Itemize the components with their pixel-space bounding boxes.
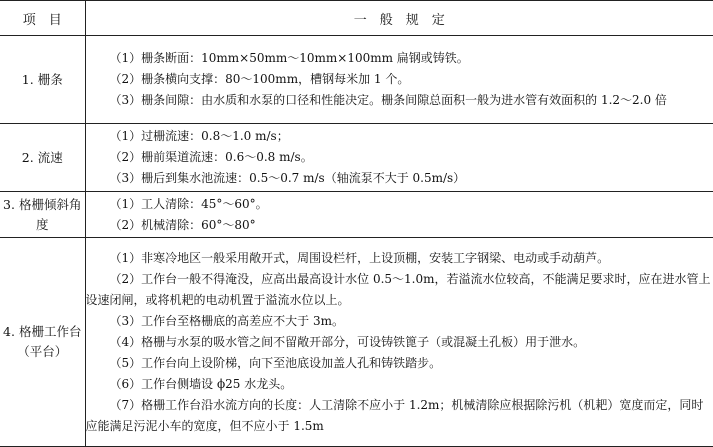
rule-line: （5）工作台向上设阶梯，向下至池底设加盖人孔和铸铁踏步。 <box>109 355 442 370</box>
row-item: 4. 格栅工作台（平台） <box>0 238 85 447</box>
table-header-row <box>0 1 713 36</box>
table-row <box>0 124 713 192</box>
rule-line: （1）工人清除：45°～60°。 <box>109 196 268 211</box>
rule-line: （1）过栅流速：0.8～1.0 m/s； <box>109 129 289 143</box>
rule-line: （2）工作台一般不得淹没，应高出最高设计水位 0.5～1.0m，若溢流水位较高，不能满足要求时，应在进水管上设速闭闸，或将机耙的电动机置于溢流水位以上。 <box>85 271 711 307</box>
row-item: 3. 格栅倾斜角度 <box>0 192 85 238</box>
row-rules <box>85 238 713 447</box>
rule-line: （3）栅条间隙：由水质和水泵的口径和性能决定。栅条间隙总面积一般为进水管有效面积的 1.2～2.0 倍 <box>109 93 667 107</box>
row-item: 1. 栅条 <box>0 36 85 124</box>
table-row <box>0 192 713 238</box>
rule-line: （6）工作台侧墙设 ϕ25 水龙头。 <box>109 376 293 391</box>
rule-line: （1）栅条断面：10mm×50mm～10mm×100mm 扁钢或铸铁。 <box>109 51 469 65</box>
rule-line: （7）格栅工作台沿水流方向的长度：人工清除不应小于 1.2m；机械清除应根据除污机（机耙）宽度而定，同时应能满足污泥小车的宽度，但不应小于 1.5m <box>85 397 704 433</box>
table-row <box>0 36 713 124</box>
rule-line: （2）栅前渠道流速：0.6～0.8 m/s。 <box>109 150 313 164</box>
rule-line: （3）工作台至格栅底的高差应不大于 3m。 <box>109 313 344 328</box>
rule-line: （2）机械清除：60°～80° <box>109 217 256 232</box>
rule-line: （3）栅后到集水池流速：0.5～0.7 m/s（轴流泵不大于 0.5m/s） <box>109 171 466 185</box>
row-rules <box>85 124 713 192</box>
rule-line: （1）非寒冷地区一般采用敞开式，周围设栏杆，上设顶棚，安装工字钢梁、电动或手动葫芦。 <box>109 250 610 265</box>
header-item: 项 目 <box>0 1 85 36</box>
row-rules <box>85 192 713 238</box>
row-item: 2. 流速 <box>0 124 85 192</box>
row-rules <box>85 36 713 124</box>
header-rule: 一 般 规 定 <box>85 1 713 36</box>
rule-line: （4）格栅与水泵的吸水管之间不留敞开部分，可设铸铁篦子（或混凝土孔板）用于泄水。 <box>109 334 586 349</box>
rule-line: （2）栅条横向支撑：80～100mm，槽钢每米加 1 个。 <box>109 72 410 86</box>
table-row <box>0 238 713 447</box>
